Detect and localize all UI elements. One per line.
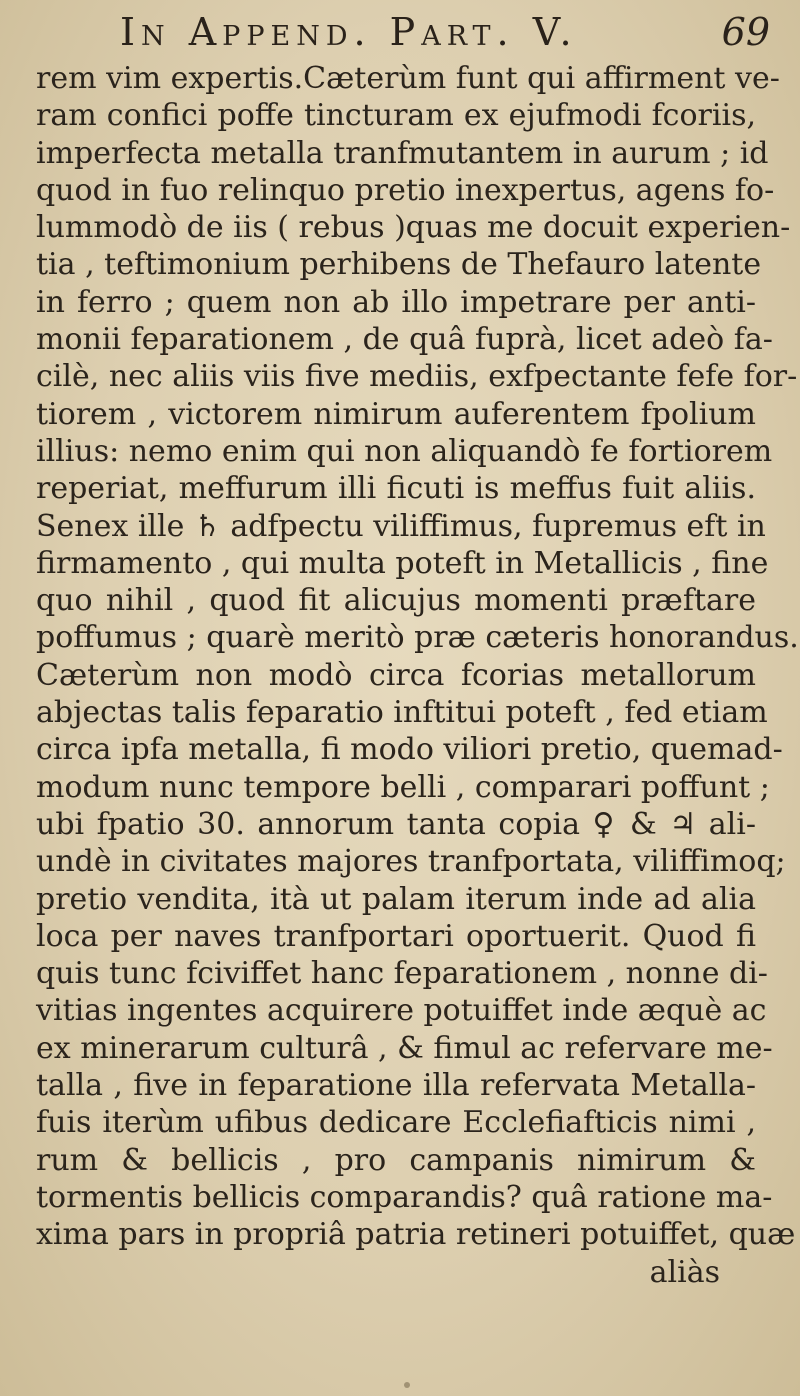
text-line: reperiat, meffurum illi ficuti is meffus fuit aliis.	[36, 471, 756, 507]
text-line: vitias ingentes acquirere potuiffet inde æquè ac	[36, 993, 767, 1029]
text-line: undè in civitates majores tranfportata, viliffimoq;	[36, 844, 786, 880]
text-line: rum & bellicis , pro campanis nimirum &	[36, 1142, 756, 1178]
body-text	[36, 60, 799, 1291]
text-line: in ferro ; quem non ab illo impetrare per anti-	[36, 284, 756, 320]
text-line: illius: nemo enim qui non aliquandò fe fortiorem	[36, 433, 773, 469]
text-line: ram confici poffe tincturam ex ejufmodi fcoriis,	[36, 98, 756, 134]
text-line: ubi fpatio 30. annorum tanta copia ♀ & ♃ ali-	[36, 806, 756, 842]
running-head	[0, 8, 800, 58]
text-line: ex minerarum culturâ , & fimul ac refervare me-	[36, 1030, 773, 1066]
text-line: modum nunc tempore belli , comparari poffunt ;	[36, 769, 770, 805]
text-line: lummodò de iis ( rebus )quas me docuit experien-	[36, 210, 791, 246]
text-line: Cæterùm non modò circa fcorias metallorum	[36, 657, 756, 693]
text-line: pretio vendita, ità ut palam iterum inde ad alia	[36, 881, 756, 917]
text-line: rem vim expertis.Cæterùm funt qui affirment ve-	[36, 61, 780, 96]
text-line: imperfecta metalla tranfmutantem in aurum ; id	[36, 135, 769, 171]
text-line: fuis iterùm ufibus dedicare Ecclefiafticis nimi ,	[36, 1105, 756, 1141]
text-line: quis tunc fciviffet hanc feparationem , nonne di-	[36, 956, 768, 992]
text-line: xima pars in propriâ patria retineri potuiffet, quæ	[36, 1217, 796, 1253]
text-line: tia , teftimonium perhibens de Thefauro latente	[36, 247, 762, 283]
text-line: quod in fuo relinquo pretio inexpertus, agens fo-	[36, 172, 775, 208]
running-head-title: In Append. Part. V.	[120, 10, 578, 54]
text-line: quo nihil , quod fit alicujus momenti præftare	[36, 583, 756, 619]
text-line: poffumus ; quarè meritò præ cæteris honorandus.	[36, 620, 799, 656]
text-line: firmamento , qui multa poteft in Metallicis , fine	[36, 545, 769, 581]
text-line: Senex ille ♄ adfpectu viliffimus, fupremus eft in	[36, 508, 766, 544]
text-line: circa ipfa metalla, fi modo viliori pretio, quemad-	[36, 732, 783, 768]
text-line: abjectas talis feparatio inftitui poteft , fed etiam	[36, 695, 768, 731]
paper-speck	[404, 1382, 410, 1388]
page-number: 69	[721, 10, 770, 54]
text-line: monii feparationem , de quâ fuprà, licet adeò fa-	[36, 322, 773, 358]
text-line: cilè, nec aliis viis five mediis, exfpectante fefe for-	[36, 359, 798, 395]
text-line: loca per naves tranfportari oportuerit. Quod fi	[36, 918, 756, 954]
text-line: tiorem , victorem nimirum auferentem fpolium	[36, 396, 756, 432]
text-line: tormentis bellicis comparandis? quâ ratione ma-	[36, 1179, 773, 1215]
text-line: talla , five in feparatione illa refervata Metalla-	[36, 1068, 756, 1104]
catchword: aliàs	[649, 1254, 720, 1290]
